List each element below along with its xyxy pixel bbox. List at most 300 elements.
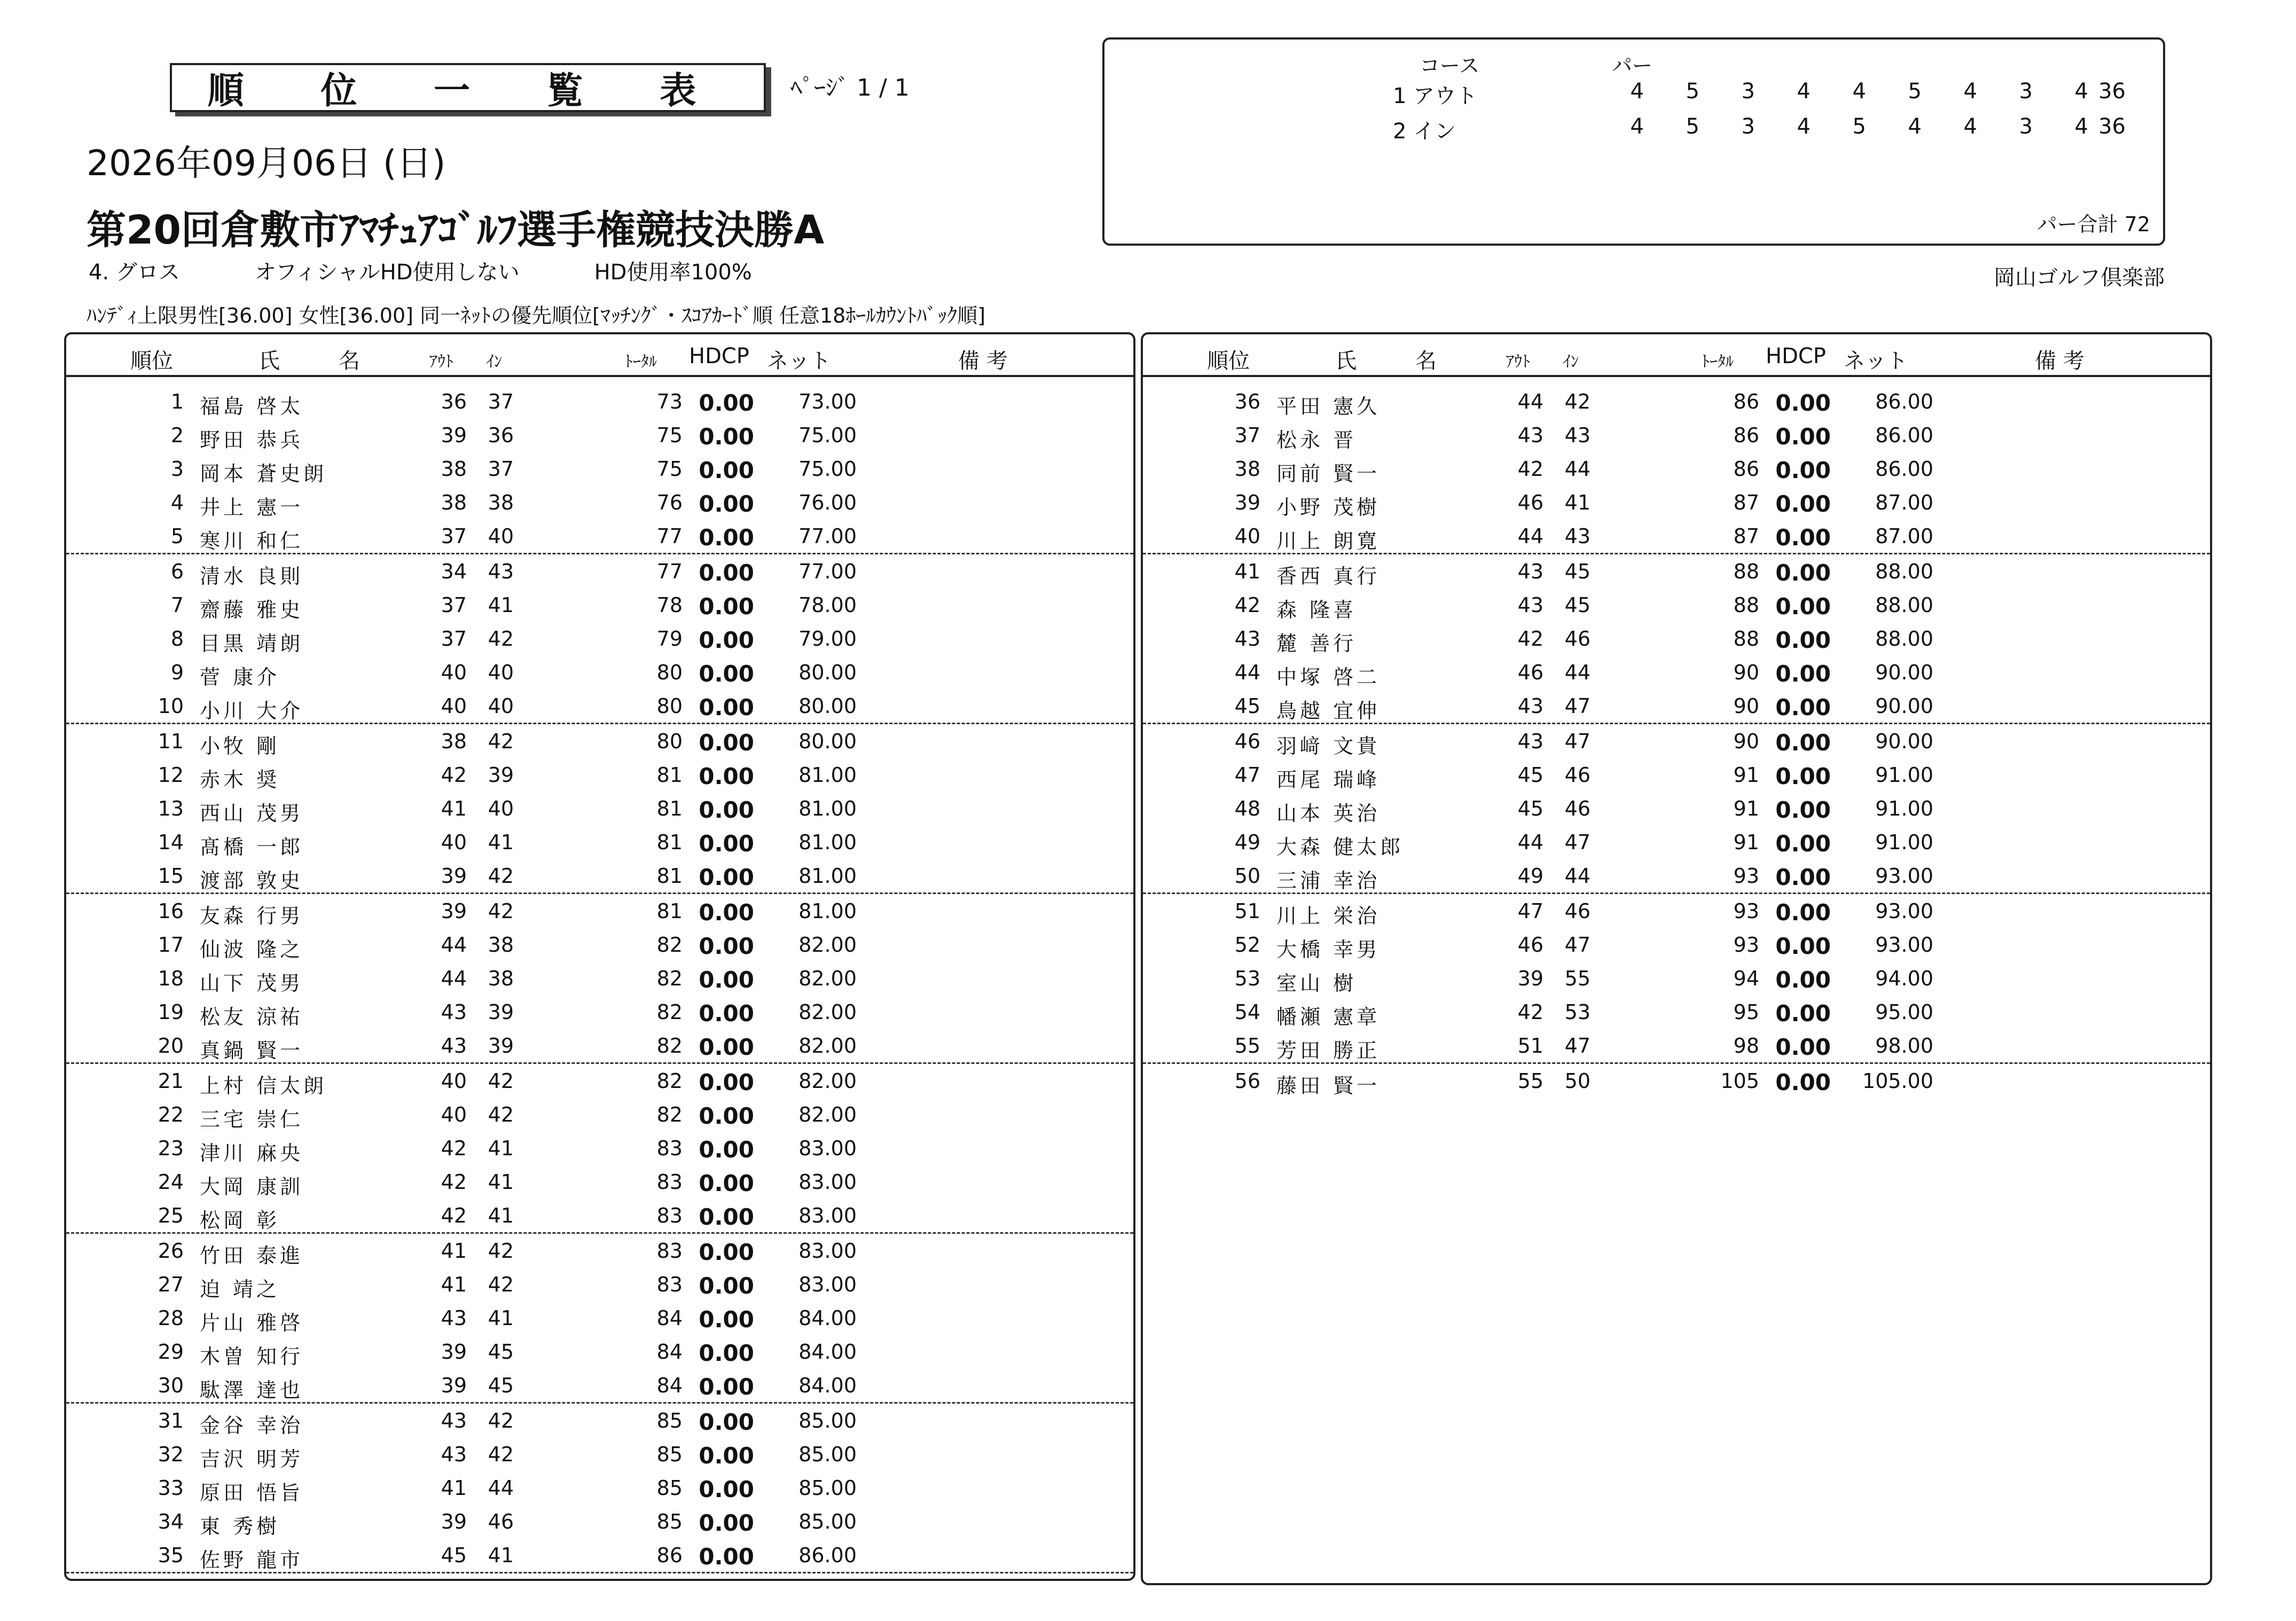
table-row <box>1143 825 2210 859</box>
player-rank: 51 <box>1234 899 1260 923</box>
player-rows <box>66 385 1133 1573</box>
in-score: 43 <box>488 560 514 583</box>
hdcp-value: 0.00 <box>1775 524 1831 551</box>
hdcp-value: 0.00 <box>1775 967 1831 993</box>
total-score: 90 <box>1733 661 1759 684</box>
net-score: 83.00 <box>798 1137 857 1160</box>
total-score: 83 <box>656 1170 683 1194</box>
table-row <box>1143 554 2210 588</box>
table-row <box>1143 418 2210 452</box>
out-score: 40 <box>441 661 467 684</box>
in-score: 37 <box>488 457 514 481</box>
in-score: 38 <box>488 967 514 990</box>
player-rank: 12 <box>158 763 184 787</box>
player-name: 片山 雅啓 <box>200 1311 304 1335</box>
out-score: 44 <box>1517 524 1543 548</box>
total-score: 73 <box>656 390 683 413</box>
out-score: 39 <box>441 864 467 888</box>
table-row <box>1143 452 2210 485</box>
hdcp-value: 0.00 <box>699 694 754 721</box>
player-rank: 14 <box>158 831 184 854</box>
hdcp-value: 0.00 <box>1775 661 1831 687</box>
table-row <box>66 825 1133 859</box>
total-score: 83 <box>656 1273 683 1296</box>
col-net: ネット <box>767 349 831 373</box>
table-row <box>1143 995 2210 1029</box>
hdcp-value: 0.00 <box>699 593 754 620</box>
hdcp-value: 0.00 <box>1775 694 1831 721</box>
hdcp-value: 0.00 <box>699 1476 754 1502</box>
in-score: 47 <box>1564 694 1590 718</box>
in-score: 42 <box>488 1443 514 1466</box>
out-score: 41 <box>441 1476 467 1500</box>
player-rank: 21 <box>158 1069 184 1093</box>
out-score: 39 <box>441 899 467 923</box>
table-row <box>66 1267 1133 1301</box>
out-score: 45 <box>441 1544 467 1567</box>
out-score: 38 <box>441 457 467 481</box>
out-score: 37 <box>441 627 467 651</box>
out-score: 44 <box>1517 831 1543 854</box>
in-score: 44 <box>488 1476 514 1500</box>
total-score: 86 <box>656 1544 683 1567</box>
table-row <box>1143 622 2210 655</box>
net-score: 81.00 <box>798 831 857 854</box>
total-score: 81 <box>656 763 683 787</box>
total-score: 82 <box>656 933 683 957</box>
player-name: 佐野 龍市 <box>200 1548 304 1572</box>
player-name: 藤田 賢一 <box>1276 1074 1381 1098</box>
out-score: 42 <box>1517 627 1543 651</box>
out-score: 39 <box>1517 967 1543 990</box>
hdcp-value: 0.00 <box>1775 457 1831 483</box>
player-rank: 30 <box>158 1374 184 1397</box>
out-score: 41 <box>441 1273 467 1296</box>
in-score: 44 <box>1564 864 1590 888</box>
in-score: 47 <box>1564 831 1590 854</box>
net-score: 80.00 <box>798 661 857 684</box>
in-score: 41 <box>488 1170 514 1194</box>
hole-par: 5 <box>1686 79 1699 104</box>
total-score: 95 <box>1733 1000 1759 1024</box>
table-header <box>66 334 1133 377</box>
in-score: 37 <box>488 390 514 413</box>
in-score: 45 <box>488 1374 514 1397</box>
player-name: 大橋 幸男 <box>1276 938 1381 961</box>
out-score: 51 <box>1517 1034 1543 1058</box>
player-name: 齋藤 雅史 <box>200 598 304 622</box>
hdcp-value: 0.00 <box>699 899 754 926</box>
total-score: 86 <box>1733 390 1759 413</box>
player-name: 羽﨑 文貴 <box>1276 734 1381 758</box>
player-rank: 32 <box>158 1443 184 1466</box>
total-score: 85 <box>656 1443 683 1466</box>
total-score: 84 <box>656 1374 683 1397</box>
in-score: 42 <box>488 627 514 651</box>
course-name: 2 イン <box>1393 119 1456 144</box>
net-score: 90.00 <box>1875 730 1933 753</box>
hdcp-value: 0.00 <box>699 1409 754 1435</box>
out-score: 49 <box>1517 864 1543 888</box>
in-score: 39 <box>488 1000 514 1024</box>
net-score: 87.00 <box>1875 524 1933 548</box>
player-rank: 42 <box>1234 593 1260 617</box>
player-rank: 18 <box>158 967 184 990</box>
in-score: 39 <box>488 1034 514 1058</box>
player-rank: 10 <box>158 694 184 718</box>
net-score: 77.00 <box>798 560 857 583</box>
hdcp-value: 0.00 <box>699 661 754 687</box>
net-score: 91.00 <box>1875 797 1933 820</box>
table-row <box>66 1368 1133 1404</box>
hdcp-value: 0.00 <box>1775 1069 1831 1095</box>
scoring-type: 4. グロス <box>89 260 180 285</box>
table-row <box>1143 894 2210 928</box>
col-out: ｱｳﾄ <box>1506 353 1530 371</box>
event-title: 第20回倉敷市ｱﾏﾁｭｱｺﾞﾙﾌ選手権競技決勝A <box>87 207 825 253</box>
hdcp-value: 0.00 <box>699 1273 754 1299</box>
player-name: 津川 麻央 <box>200 1141 304 1165</box>
player-rank: 16 <box>158 899 184 923</box>
net-score: 73.00 <box>798 390 857 413</box>
hole-par: 4 <box>1963 114 1977 139</box>
net-score: 85.00 <box>798 1510 857 1533</box>
hdcp-value: 0.00 <box>699 1034 754 1060</box>
out-score: 39 <box>441 1374 467 1397</box>
out-score: 40 <box>441 694 467 718</box>
hdcp-value: 0.00 <box>699 831 754 857</box>
hdcp-value: 0.00 <box>699 627 754 653</box>
col-hdcp: HDCP <box>1766 344 1826 369</box>
player-rank: 55 <box>1234 1034 1260 1058</box>
player-name: 竹田 泰進 <box>200 1244 304 1267</box>
out-score: 43 <box>1517 593 1543 617</box>
net-score: 86.00 <box>1875 424 1933 447</box>
net-score: 75.00 <box>798 424 857 447</box>
table-row <box>66 1029 1133 1064</box>
player-rows <box>1143 385 2210 1098</box>
table-row <box>66 859 1133 894</box>
out-score: 44 <box>441 967 467 990</box>
hdcp-value: 0.00 <box>1775 424 1831 450</box>
out-score: 42 <box>441 1137 467 1160</box>
table-row <box>66 792 1133 825</box>
net-score: 79.00 <box>798 627 857 651</box>
player-rank: 52 <box>1234 933 1260 957</box>
in-score: 42 <box>488 1409 514 1432</box>
out-score: 42 <box>441 763 467 787</box>
hdcp-value: 0.00 <box>699 560 754 586</box>
net-score: 81.00 <box>798 899 857 923</box>
col-name-2: 名 <box>339 349 360 373</box>
total-score: 81 <box>656 899 683 923</box>
out-score: 38 <box>441 730 467 753</box>
hole-par: 4 <box>2074 114 2088 139</box>
player-rank: 8 <box>170 627 184 651</box>
total-score: 80 <box>656 661 683 684</box>
in-score: 41 <box>488 1204 514 1227</box>
total-score: 83 <box>656 1239 683 1263</box>
net-score: 85.00 <box>798 1476 857 1500</box>
table-row <box>66 689 1133 724</box>
out-score: 46 <box>1517 491 1543 514</box>
hdcp-value: 0.00 <box>699 1170 754 1196</box>
player-name: 幡瀬 憲章 <box>1276 1005 1381 1029</box>
out-score: 45 <box>1517 763 1543 787</box>
table-row <box>66 1131 1133 1165</box>
total-score: 83 <box>656 1204 683 1227</box>
hole-par: 4 <box>1852 79 1866 104</box>
player-name: 山下 茂男 <box>200 972 304 995</box>
total-score: 82 <box>656 1103 683 1126</box>
table-row <box>66 961 1133 995</box>
ranking-table-right <box>1141 332 2212 1585</box>
table-row <box>66 452 1133 485</box>
table-row <box>66 758 1133 792</box>
net-score: 81.00 <box>798 763 857 787</box>
hole-par: 5 <box>1852 114 1866 139</box>
table-row <box>66 385 1133 418</box>
player-rank: 36 <box>1234 390 1260 413</box>
player-name: 森 隆喜 <box>1276 598 1357 622</box>
out-score: 42 <box>1517 457 1543 481</box>
net-score: 90.00 <box>1875 694 1933 718</box>
player-name: 髙橋 一郎 <box>200 835 304 859</box>
player-name: 井上 憲一 <box>200 496 304 519</box>
player-rank: 35 <box>158 1544 184 1567</box>
hdcp-value: 0.00 <box>1775 797 1831 823</box>
page-number: ﾍﾟｰｼﾞ 1 / 1 <box>790 74 910 101</box>
player-name: 西尾 瑞峰 <box>1276 768 1381 792</box>
course-name: 1 アウト <box>1393 84 1478 108</box>
player-rank: 37 <box>1234 424 1260 447</box>
club-name: 岡山ゴルフ倶楽部 <box>1994 265 2165 290</box>
out-score: 36 <box>441 390 467 413</box>
hdcp-value: 0.00 <box>1775 864 1831 890</box>
player-rank: 54 <box>1234 1000 1260 1024</box>
total-score: 94 <box>1733 967 1759 990</box>
player-name: 大森 健太郎 <box>1276 835 1404 859</box>
out-score: 43 <box>441 1443 467 1466</box>
total-score: 93 <box>1733 933 1759 957</box>
in-score: 39 <box>488 763 514 787</box>
total-score: 81 <box>656 864 683 888</box>
table-row <box>1143 689 2210 724</box>
total-score: 91 <box>1733 763 1759 787</box>
player-name: 川上 栄治 <box>1276 904 1381 928</box>
player-name: 松岡 彰 <box>200 1209 280 1232</box>
player-rank: 22 <box>158 1103 184 1126</box>
in-score: 40 <box>488 797 514 820</box>
out-score: 39 <box>441 424 467 447</box>
col-name-2: 名 <box>1415 349 1437 373</box>
in-score: 42 <box>488 864 514 888</box>
player-rank: 43 <box>1234 627 1260 651</box>
net-score: 85.00 <box>798 1443 857 1466</box>
hdcp-value: 0.00 <box>699 763 754 789</box>
table-row <box>66 1301 1133 1335</box>
in-score: 47 <box>1564 933 1590 957</box>
hole-par: 4 <box>2074 79 2088 104</box>
table-header <box>1143 334 2210 377</box>
in-score: 46 <box>1564 627 1590 651</box>
in-score: 44 <box>1564 457 1590 481</box>
col-rank: 順位 <box>130 349 173 373</box>
total-score: 81 <box>656 831 683 854</box>
net-score: 85.00 <box>798 1409 857 1432</box>
hdcp-value: 0.00 <box>699 424 754 450</box>
hdcp-value: 0.00 <box>1775 593 1831 620</box>
course-column-header: コース <box>1420 54 1480 77</box>
hole-par: 4 <box>1797 114 1811 139</box>
player-rank: 56 <box>1234 1069 1260 1093</box>
course-par-sum: 36 <box>2098 79 2126 104</box>
total-score: 87 <box>1733 524 1759 548</box>
player-rank: 3 <box>170 457 184 481</box>
total-score: 93 <box>1733 864 1759 888</box>
table-row <box>66 655 1133 689</box>
player-rank: 9 <box>170 661 184 684</box>
total-score: 82 <box>656 1000 683 1024</box>
table-row <box>66 1505 1133 1538</box>
player-name: 赤木 奨 <box>200 768 280 792</box>
player-name: 駄澤 達也 <box>200 1379 304 1402</box>
official-hd-option: オフィシャルHD使用しない <box>254 260 520 285</box>
table-row <box>66 1335 1133 1368</box>
in-score: 41 <box>488 1544 514 1567</box>
col-note: 備 考 <box>958 349 1008 373</box>
hdcp-value: 0.00 <box>699 1103 754 1129</box>
player-rank: 40 <box>1234 524 1260 548</box>
hole-par: 5 <box>1908 79 1922 104</box>
table-row <box>1143 519 2210 554</box>
player-name: 三浦 幸治 <box>1276 869 1381 892</box>
hdcp-value: 0.00 <box>699 864 754 890</box>
total-score: 82 <box>656 1069 683 1093</box>
total-score: 90 <box>1733 694 1759 718</box>
hdcp-value: 0.00 <box>699 1340 754 1366</box>
player-name: 同前 賢一 <box>1276 462 1381 485</box>
out-score: 39 <box>441 1340 467 1364</box>
out-score: 43 <box>441 1000 467 1024</box>
player-rank: 2 <box>170 424 184 447</box>
player-name: 菅 康介 <box>200 665 280 689</box>
net-score: 93.00 <box>1875 899 1933 923</box>
net-score: 88.00 <box>1875 593 1933 617</box>
table-row <box>66 1064 1133 1098</box>
table-row <box>1143 485 2210 519</box>
hole-par: 4 <box>1908 114 1922 139</box>
hdcp-value: 0.00 <box>699 1510 754 1536</box>
player-name: 平田 憲久 <box>1276 395 1381 418</box>
in-score: 41 <box>488 1137 514 1160</box>
out-score: 40 <box>441 1069 467 1093</box>
net-score: 81.00 <box>798 797 857 820</box>
hole-par: 3 <box>2019 79 2033 104</box>
table-row <box>1143 1064 2210 1098</box>
in-score: 41 <box>488 831 514 854</box>
total-score: 85 <box>656 1476 683 1500</box>
player-name: 室山 樹 <box>1276 972 1357 995</box>
player-rank: 27 <box>158 1273 184 1296</box>
table-row <box>66 724 1133 758</box>
net-score: 90.00 <box>1875 661 1933 684</box>
player-rank: 28 <box>158 1306 184 1330</box>
total-score: 85 <box>656 1409 683 1432</box>
hdcp-value: 0.00 <box>699 390 754 416</box>
player-name: 寒川 和仁 <box>200 529 304 553</box>
in-score: 42 <box>488 1069 514 1093</box>
total-score: 93 <box>1733 899 1759 923</box>
player-name: 小野 茂樹 <box>1276 496 1381 519</box>
hole-par: 5 <box>1686 114 1699 139</box>
player-name: 木曽 知行 <box>200 1345 304 1368</box>
ranking-table-left <box>64 332 1135 1581</box>
table-row <box>66 1165 1133 1199</box>
player-rank: 26 <box>158 1239 184 1263</box>
player-rank: 19 <box>158 1000 184 1024</box>
table-row <box>66 418 1133 452</box>
out-score: 55 <box>1517 1069 1543 1093</box>
table-row <box>66 894 1133 928</box>
out-score: 40 <box>441 831 467 854</box>
net-score: 75.00 <box>798 457 857 481</box>
total-score: 88 <box>1733 560 1759 583</box>
hdcp-value: 0.00 <box>699 967 754 993</box>
table-row <box>66 519 1133 554</box>
total-score: 88 <box>1733 627 1759 651</box>
player-name: 迫 靖之 <box>200 1278 280 1301</box>
player-rank: 46 <box>1234 730 1260 753</box>
hole-par: 3 <box>1741 79 1755 104</box>
in-score: 46 <box>488 1510 514 1533</box>
player-name: 原田 悟旨 <box>200 1481 304 1505</box>
net-score: 95.00 <box>1875 1000 1933 1024</box>
total-score: 82 <box>656 967 683 990</box>
out-score: 44 <box>441 933 467 957</box>
player-rank: 33 <box>158 1476 184 1500</box>
player-rank: 48 <box>1234 797 1260 820</box>
player-name: 松友 涼祐 <box>200 1005 304 1029</box>
player-rank: 38 <box>1234 457 1260 481</box>
player-rank: 41 <box>1234 560 1260 583</box>
total-score: 76 <box>656 491 683 514</box>
player-name: 三宅 崇仁 <box>200 1108 304 1131</box>
player-name: 仙波 隆之 <box>200 938 304 961</box>
total-score: 86 <box>1733 424 1759 447</box>
player-name: 岡本 蒼史朗 <box>200 462 327 485</box>
hdcp-value: 0.00 <box>1775 390 1831 416</box>
total-score: 75 <box>656 457 683 481</box>
net-score: 80.00 <box>798 730 857 753</box>
table-row <box>66 995 1133 1029</box>
net-score: 84.00 <box>798 1306 857 1330</box>
net-score: 93.00 <box>1875 933 1933 957</box>
table-row <box>66 1199 1133 1234</box>
player-rank: 53 <box>1234 967 1260 990</box>
course-row <box>1104 79 2163 111</box>
table-row <box>66 1437 1133 1471</box>
player-name: 鳥越 宜伸 <box>1276 699 1381 723</box>
in-score: 45 <box>1564 560 1590 583</box>
table-row <box>66 588 1133 622</box>
player-rank: 29 <box>158 1340 184 1364</box>
player-name: 渡部 敦史 <box>200 869 304 892</box>
in-score: 42 <box>488 1273 514 1296</box>
out-score: 41 <box>441 1239 467 1263</box>
player-name: 吉沢 明芳 <box>200 1447 304 1471</box>
in-score: 44 <box>1564 661 1590 684</box>
